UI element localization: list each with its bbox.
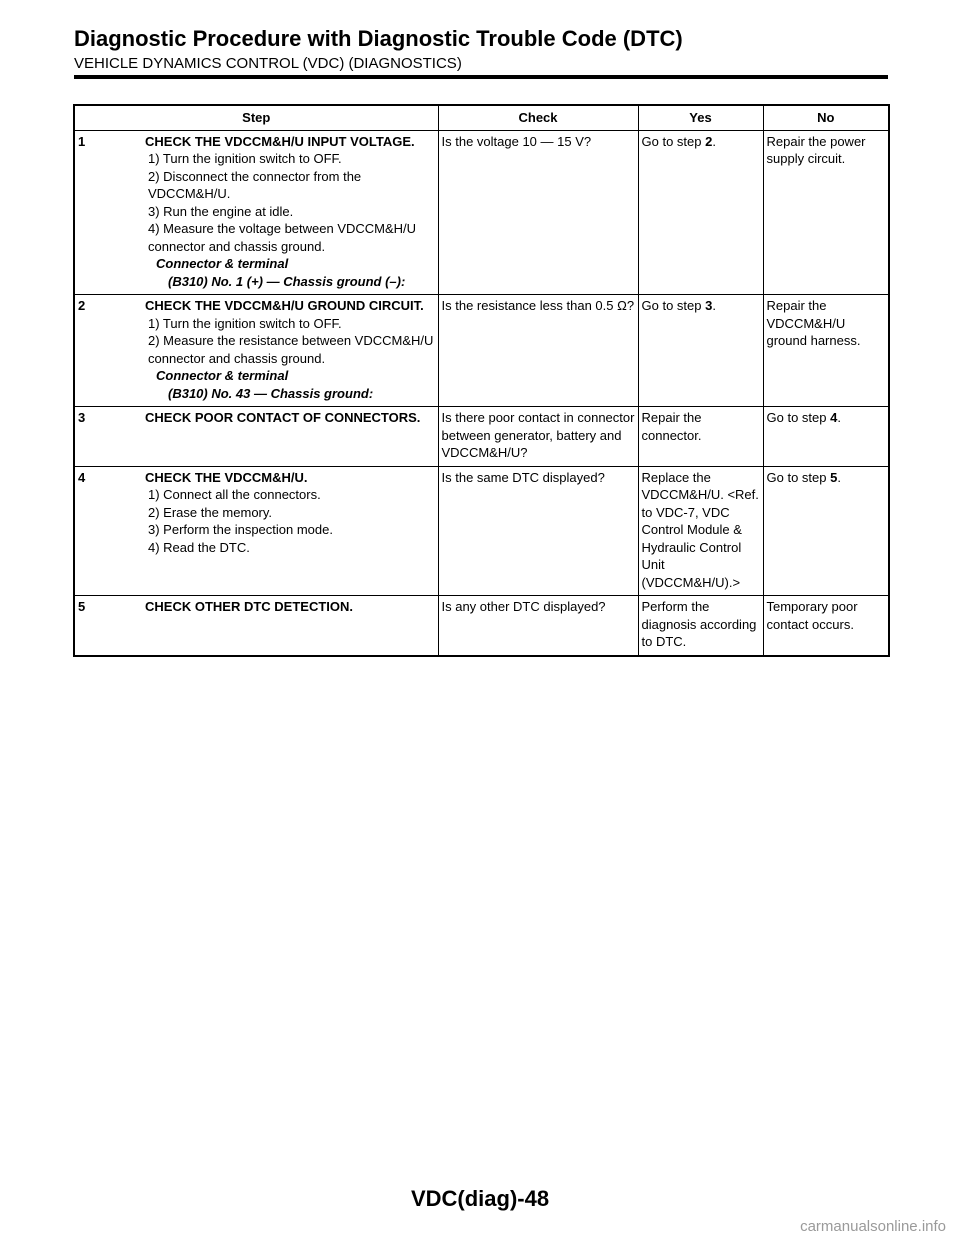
step-title: CHECK THE VDCCM&H/U GROUND CIRCUIT. <box>145 298 424 313</box>
instruction: 2) Erase the memory. <box>148 504 273 520</box>
instruction: 4) Read the DTC. <box>148 539 250 555</box>
table-header-row <box>74 105 889 130</box>
page-title: Diagnostic Procedure with Diagnostic Trouble Code (DTC) <box>74 26 683 51</box>
goto-suffix: . <box>712 133 716 149</box>
goto-prefix: Go to step <box>641 133 706 149</box>
instruction: 2) Disconnect the connector from the VDCCM&H/U. <box>148 168 362 201</box>
step-cell <box>74 407 438 467</box>
goto-step: 4 <box>830 410 838 425</box>
no-cell: Repair the power supply circuit. <box>763 130 889 295</box>
yes-cell <box>638 130 763 295</box>
header-rule <box>74 75 888 79</box>
check-cell: Is the same DTC displayed? <box>438 466 638 596</box>
goto-prefix: Go to step <box>766 410 831 425</box>
check-cell: Is there poor contact in connector between generator, battery and VDCCM&H/U? <box>438 407 638 467</box>
yes-cell: Repair the connector. <box>638 407 763 467</box>
diagnostic-table <box>73 104 890 657</box>
goto-suffix: . <box>837 469 841 485</box>
instruction: 3) Run the engine at idle. <box>148 203 294 219</box>
no-cell <box>763 466 889 596</box>
instruction: 3) Perform the inspection mode. <box>148 522 333 537</box>
table-row <box>74 130 889 295</box>
yes-cell: Replace the VDCCM&H/U. <Ref. to VDC-7, VDC Control Module & Hydraulic Control Unit (VDCCM&H/U).> <box>638 466 763 596</box>
connector-terminal: (B310) No. 1 (+) — Chassis ground (–): <box>168 273 406 289</box>
goto-step: 2 <box>705 133 713 149</box>
check-cell: Is the voltage 10 — 15 V? <box>438 130 638 295</box>
goto-step: 3 <box>705 298 713 313</box>
step-title: CHECK POOR CONTACT OF CONNECTORS. <box>145 410 421 425</box>
step-number: 4 <box>78 469 86 485</box>
column-header-yes: Yes <box>638 105 763 130</box>
step-title: CHECK OTHER DTC DETECTION. <box>145 599 353 614</box>
goto-suffix: . <box>837 410 841 425</box>
connector-terminal: (B310) No. 43 — Chassis ground: <box>168 385 374 401</box>
step-cell <box>74 130 438 295</box>
column-header-no: No <box>763 105 889 130</box>
table-row <box>74 596 889 656</box>
instruction: 1) Turn the ignition switch to OFF. <box>148 151 342 166</box>
step-number: 3 <box>78 410 86 425</box>
check-cell: Is the resistance less than 0.5 Ω? <box>438 295 638 407</box>
step-cell <box>74 295 438 407</box>
instruction: 1) Connect all the connectors. <box>148 487 321 502</box>
goto-step: 5 <box>830 469 838 485</box>
step-number: 5 <box>78 599 86 614</box>
step-cell <box>74 466 438 596</box>
connector-label: Connector & terminal <box>156 256 289 271</box>
no-cell: Temporary poor contact occurs. <box>763 596 889 656</box>
watermark: carmanualsonline.info <box>800 1218 946 1235</box>
yes-cell <box>638 295 763 407</box>
goto-suffix: . <box>712 298 716 313</box>
step-number: 2 <box>78 298 86 313</box>
no-cell: Repair the VDCCM&H/U ground harness. <box>763 295 889 407</box>
table-row <box>74 466 889 596</box>
yes-cell: Perform the diagnosis according to DTC. <box>638 596 763 656</box>
instruction: 1) Turn the ignition switch to OFF. <box>148 315 342 331</box>
step-number: 1 <box>78 133 86 149</box>
instruction: 2) Measure the resistance between VDCCM&H/U connector and chassis ground. <box>148 333 434 366</box>
step-title: CHECK THE VDCCM&H/U. <box>145 469 308 485</box>
step-cell <box>74 596 438 656</box>
goto-prefix: Go to step <box>766 469 831 485</box>
page-header <box>74 26 888 74</box>
column-header-check: Check <box>438 105 638 130</box>
column-header-step: Step <box>74 105 438 130</box>
table-row <box>74 295 889 407</box>
connector-label: Connector & terminal <box>156 368 289 383</box>
instruction: 4) Measure the voltage between VDCCM&H/U connector and chassis ground. <box>148 221 417 254</box>
page-number: VDC(diag)-48 <box>410 1186 550 1211</box>
no-cell <box>763 407 889 467</box>
page-subtitle: VEHICLE DYNAMICS CONTROL (VDC) (DIAGNOSTICS) <box>74 55 462 72</box>
table-row <box>74 407 889 467</box>
goto-prefix: Go to step <box>641 298 706 313</box>
check-cell: Is any other DTC displayed? <box>438 596 638 656</box>
step-title: CHECK THE VDCCM&H/U INPUT VOLTAGE. <box>145 133 415 149</box>
